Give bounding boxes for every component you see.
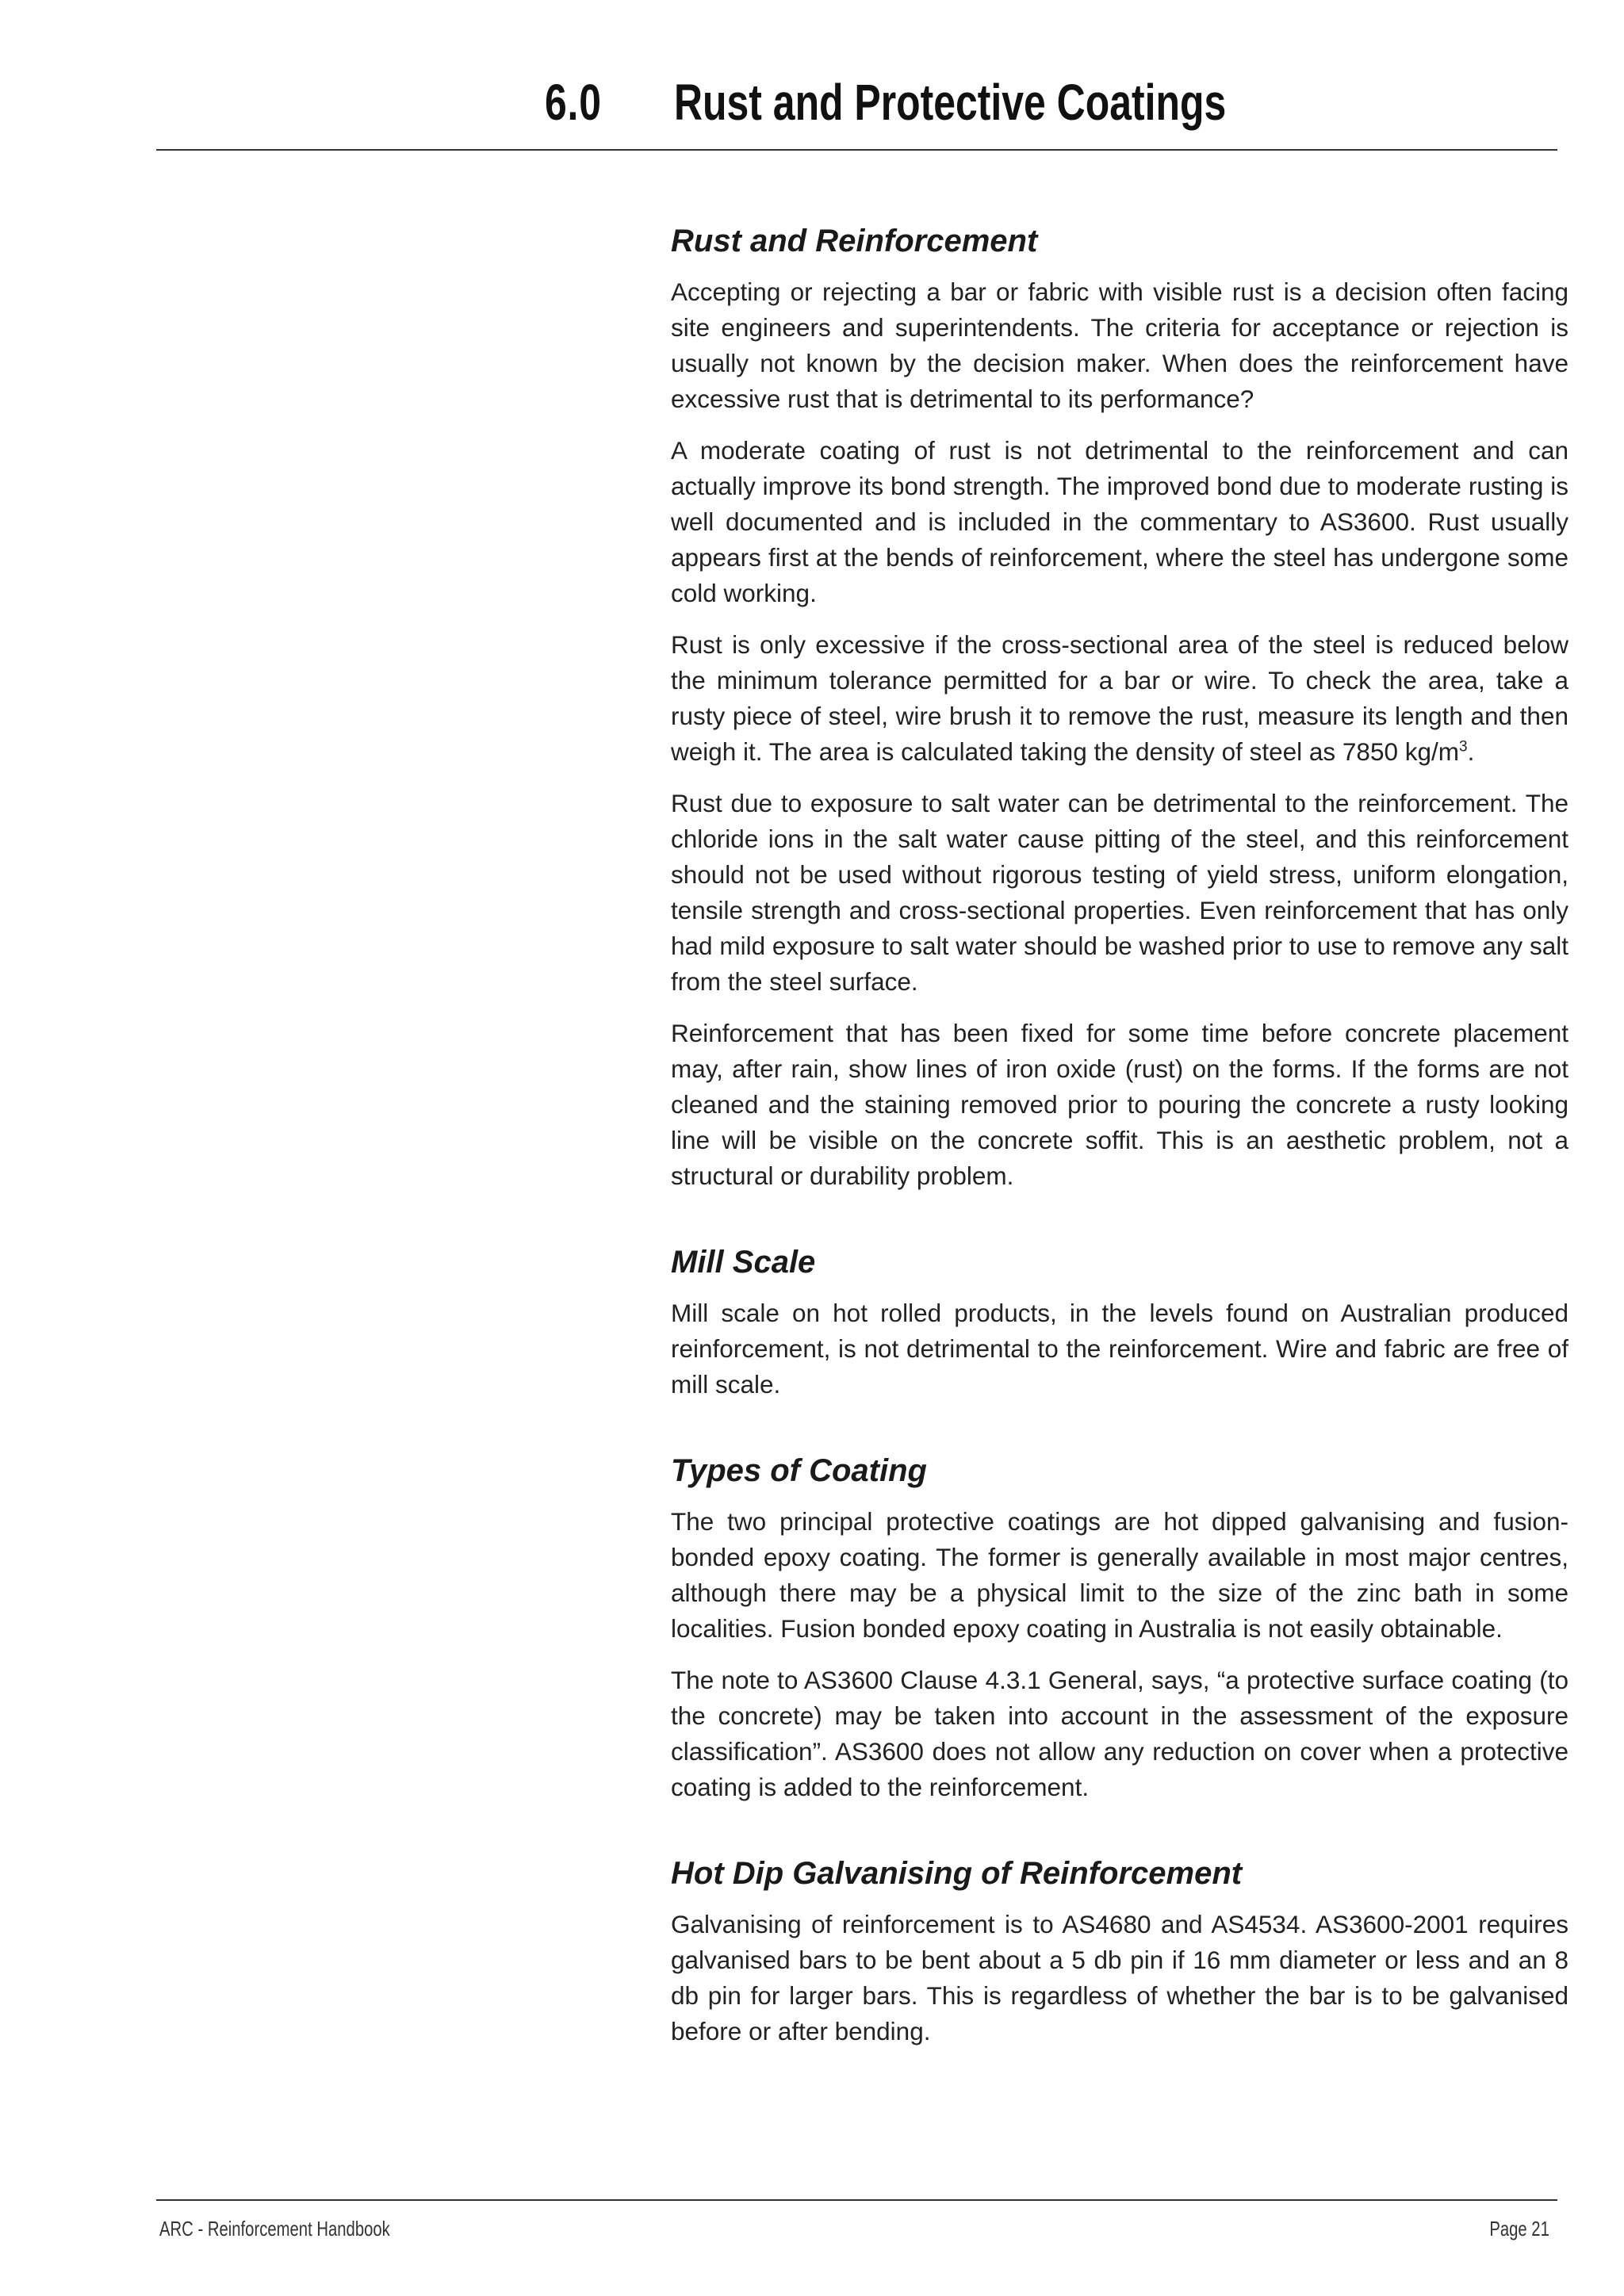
chapter-title: Rust and Protective Coatings	[674, 74, 1227, 131]
paragraph: A moderate coating of rust is not detrimental to the reinforcement and can actually improve its bond strength. The improved bond due to moderate rusting is well documented and is included in the commentary to AS3600. Rust usually appears first at the bends of reinforcement, where the steel has undergone some cold working.	[671, 436, 1568, 607]
paragraph: Reinforcement that has been fixed for some time before concrete placement may, after rain, show lines of iron oxide (rust) on the forms. If the forms are not cleaned and the staining removed prior to pouring the concrete a rusty looking line will be visible on the concrete soffit. This is an aesthetic problem, not a structural or durability problem.	[671, 1019, 1568, 1190]
chapter-number: 6.0	[545, 74, 602, 131]
section-heading: Rust and Reinforcement	[671, 224, 1038, 258]
page-number: Page 21	[1489, 2217, 1549, 2241]
section-mill-scale	[671, 1242, 1568, 1402]
page-footer	[156, 2199, 1557, 2241]
section-hot-dip-galvanising	[671, 1853, 1568, 2049]
section-heading: Hot Dip Galvanising of Reinforcement	[671, 1856, 1243, 1891]
paragraph: The two principal protective coatings are hot dipped galvanising and fusion-bonded epoxy coating. The former is generally available in most major centres, although there may be a physical limit to the size of the zinc bath in some localities. Fusion bonded epoxy coating in Australia is not easily obtainable.	[671, 1507, 1568, 1643]
paragraph: Accepting or rejecting a bar or fabric with visible rust is a decision often facing site engineers and superintendents. The criteria for acceptance or rejection is usually not known by the decision maker. When does the reinforcement have excessive rust that is detrimental to its performance?	[671, 277, 1568, 413]
paragraph: Galvanising of reinforcement is to AS4680 and AS4534. AS3600-2001 requires galvanised bars to be bent about a 5 db pin if 16 mm diameter or less and an 8 db pin for larger bars. This is regardless of whether the bar is to be galvanised before or after bending.	[671, 1910, 1568, 2045]
section-types-of-coating	[671, 1450, 1568, 1805]
footer-publication: ARC - Reinforcement Handbook	[159, 2217, 390, 2241]
section-rust-and-reinforcement	[671, 220, 1568, 1194]
paragraph	[671, 627, 1568, 770]
section-heading: Types of Coating	[671, 1453, 927, 1488]
page-header	[156, 63, 1557, 151]
section-heading: Mill Scale	[671, 1245, 816, 1280]
paragraph: The note to AS3600 Clause 4.3.1 General, says, “a protective surface coating (to the concrete) may be taken into account in the assessment of the exposure classification”. AS3600 does not allow any reduction on cover when a protective coating is added to the reinforcement.	[671, 1666, 1568, 1801]
superscript: 3	[1459, 738, 1468, 756]
paragraph: Mill scale on hot rolled products, in the levels found on Australian produced reinforcement, is not detrimental to the reinforcement. Wire and fabric are free of mill scale.	[671, 1299, 1568, 1399]
main-content	[671, 220, 1568, 2065]
paragraph-text: Rust is only excessive if the cross-sectional area of the steel is reduced below the minimum tolerance permitted for a bar or wire. To check the area, take a rusty piece of steel, wire brush it to remove the rust, measure its length and then weigh it. The area is calculated taking the density of steel as 7850 kg/m	[671, 630, 1568, 766]
paragraph: Rust due to exposure to salt water can be detrimental to the reinforcement. The chloride ions in the salt water cause pitting of the steel, and this reinforcement should not be used without rigorous testing of yield stress, uniform elongation, tensile strength and cross-sectional properties. Even reinforcement that has only had mild exposure to salt water should be washed prior to use to remove any salt from the steel surface.	[671, 789, 1568, 996]
paragraph-end: .	[1467, 737, 1475, 766]
